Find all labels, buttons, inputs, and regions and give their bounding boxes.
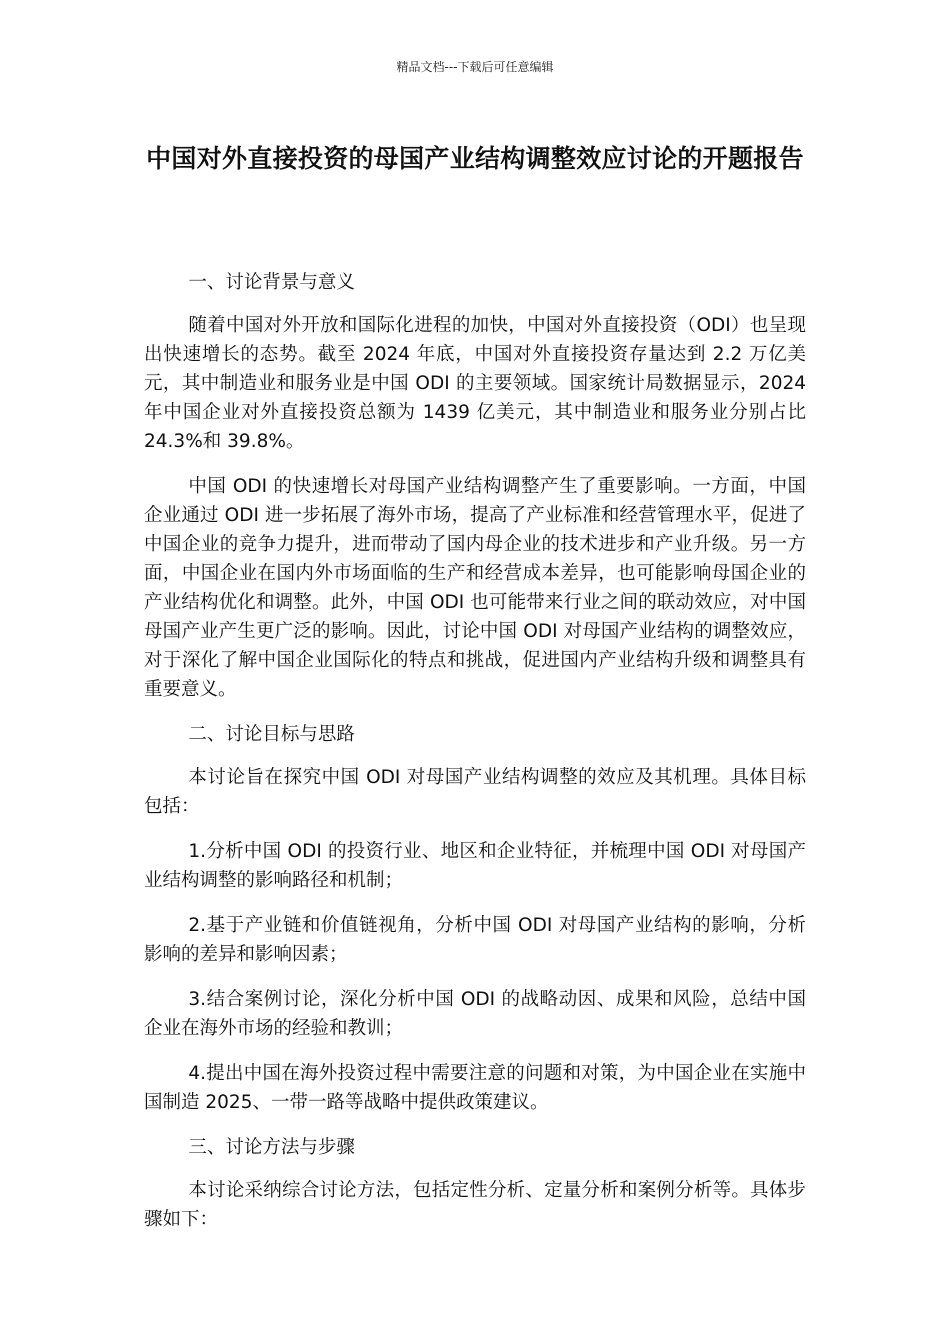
document-title: 中国对外直接投资的母国产业结构调整效应讨论的开题报告 <box>146 144 804 173</box>
document-body <box>144 268 806 1250</box>
list-item: 3.结合案例讨论，深化分析中国 ODI 的战略动因、成果和风险，总结中国企业在海外市场的经验和教训； <box>144 989 806 1039</box>
section-heading: 二、讨论目标与思路 <box>188 724 355 745</box>
section-heading: 三、讨论方法与步骤 <box>188 1137 355 1158</box>
paragraph: 随着中国对外开放和国际化进程的加快，中国对外直接投资（ODI）也呈现出快速增长的态势。截至 2024 年底，中国对外直接投资存量达到 2.2 万亿美元，其中制造业和服务业是中国 ODI 的主要领域。国家统计局数据显示，2024 年中国企业对外直接投资总额为 1439 亿美元，其中制造业和服务业分别占比 24.3%和 39.8%。 <box>144 315 806 452</box>
paragraph: 中国 ODI 的快速增长对母国产业结构调整产生了重要影响。一方面，中国企业通过 ODI 进一步拓展了海外市场，提高了产业标准和经营管理水平，促进了中国企业的竞争力提升，进而带动了国内母企业的技术进步和产业升级。另一方面，中国企业在国内外市场面临的生产和经营成本差异，也可能影响母国企业的产业结构优化和调整。此外，中国 ODI 也可能带来行业之间的联动效应，对中国母国产业产生更广泛的影响。因此，讨论中国 ODI 对母国产业结构的调整效应，对于深化了解中国企业国际化的特点和挑战，促进国内产业结构升级和调整具有重要意义。 <box>144 476 806 700</box>
list-item: 4.提出中国在海外投资过程中需要注意的问题和对策，为中国企业在实施中国制造 2025、一带一路等战略中提供政策建议。 <box>144 1063 806 1113</box>
paragraph: 本讨论旨在探究中国 ODI 对母国产业结构调整的效应及其机理。具体目标包括： <box>144 767 806 817</box>
paragraph: 本讨论采纳综合讨论方法，包括定性分析、定量分析和案例分析等。具体步骤如下： <box>144 1180 806 1230</box>
list-item: 2.基于产业链和价值链视角，分析中国 ODI 对母国产业结构的影响，分析影响的差异和影响因素； <box>144 915 806 965</box>
section-heading: 一、讨论背景与意义 <box>188 272 355 293</box>
header-note: 精品文档---下载后可任意编辑 <box>396 60 554 74</box>
list-item: 1.分析中国 ODI 的投资行业、地区和企业特征，并梳理中国 ODI 对母国产业结构调整的影响路径和机制； <box>144 841 806 891</box>
